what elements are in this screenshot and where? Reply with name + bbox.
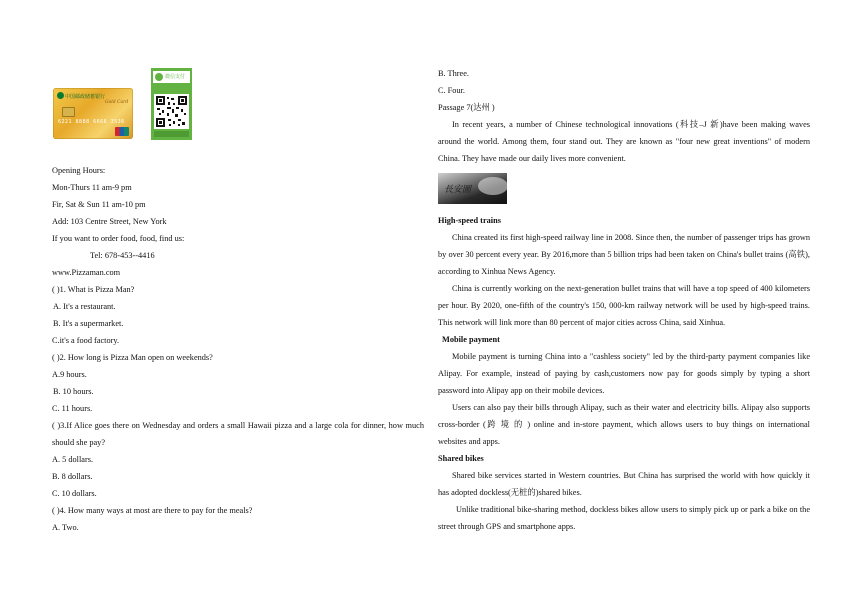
question-3: ( )3.If Alice goes there on Wednesday and orders a small Hawaii pizza and a large cola for dinner, how much should she pay? bbox=[52, 421, 424, 447]
q1-option-b: B. It's a supermarket. bbox=[53, 319, 124, 328]
photo-highlight bbox=[478, 177, 507, 195]
q1-option-a: A. It's a restaurant. bbox=[53, 302, 116, 311]
q2-option-b: B. 10 hours. bbox=[53, 387, 94, 396]
q4-option-a: A. Two. bbox=[52, 523, 79, 532]
bank-logo-icon bbox=[57, 92, 64, 99]
wechat-pay-qr-image bbox=[151, 68, 192, 140]
qr-code-icon bbox=[154, 94, 189, 129]
section-heading-shared-bikes: Shared bikes bbox=[438, 454, 484, 463]
payment-paragraph-2: Users can also pay their bills through Alipay, such as their water and electricity bills. Alipay also supports cross-border (跨 境 的 ) online and in-store payment, which allows users to buy things on international websites and apps. bbox=[438, 403, 810, 446]
q4-option-b: B. Three. bbox=[438, 69, 469, 78]
trains-paragraph-2: China is currently working on the next-generation bullet trains that will have a top speed of 400 kilometers per hour. By 2020, one-fifth of the country's 150, 000-km railway network will be used by high-speed trains. This network will link more than 80 percent of major cities across China, said Xinhua. bbox=[438, 284, 810, 327]
address: Add: 103 Centre Street, New York bbox=[52, 217, 167, 226]
q3-option-a: A. 5 dollars. bbox=[52, 455, 94, 464]
hours-weekday: Mon-Thurs 11 am-9 pm bbox=[52, 183, 132, 192]
wechat-icon bbox=[155, 73, 163, 81]
q3-option-c: C. 10 dollars. bbox=[52, 489, 97, 498]
q4-option-c: C. Four. bbox=[438, 86, 465, 95]
card-chip-icon bbox=[62, 107, 75, 117]
order-info: If you want to order food, food, find us: bbox=[52, 234, 185, 243]
card-type: Gold Card bbox=[105, 100, 129, 105]
passage-title: Passage 7(达州 ) bbox=[438, 103, 495, 112]
q2-option-a: A.9 hours. bbox=[52, 370, 87, 379]
left-column bbox=[52, 162, 424, 536]
payment-paragraph-1: Mobile payment is turning China into a "cashless society" led by the third-party payment companies like Alipay. For example, instead of paying by cash,customers now pay for goods simply by typing a short password into Alipay app on their mobile devices. bbox=[438, 352, 810, 395]
question-4: ( )4. How many ways at most are there to pay for the meals? bbox=[52, 506, 253, 515]
passage-intro: In recent years, a number of Chinese technological innovations (科技–J 新)have been making waves around the world. Among them, four stand out. They are known as "four new great inventions" of modern China. They have made our daily lives more convenient. bbox=[438, 120, 810, 163]
question-1: ( )1. What is Pizza Man? bbox=[52, 285, 135, 294]
right-column-body bbox=[438, 212, 810, 535]
bikes-paragraph-1: Shared bike services started in Western countries. But China has surprised the world with how quickly it has adopted dockless(无桩的)shared bikes. bbox=[438, 471, 810, 497]
card-number: 6221 8888 6666 3536 bbox=[58, 119, 125, 125]
photo-image bbox=[438, 173, 507, 204]
website: www.Pizzaman.com bbox=[52, 268, 121, 277]
q3-option-b: B. 8 dollars. bbox=[52, 472, 93, 481]
wechat-pay-header bbox=[153, 71, 190, 83]
q1-option-c: C.it's a food factory. bbox=[52, 336, 120, 345]
wechat-pay-label: 微信支付 bbox=[165, 74, 186, 80]
q2-option-c: C. 11 hours. bbox=[52, 404, 93, 413]
question-2: ( )2. How long is Pizza Man open on weekends? bbox=[52, 353, 213, 362]
qr-footer bbox=[154, 131, 189, 137]
unionpay-logo-icon bbox=[115, 127, 129, 136]
bank-card-image bbox=[53, 88, 133, 139]
right-column-top bbox=[438, 65, 810, 167]
hours-weekend: Fir, Sat & Sun 11 am-10 pm bbox=[52, 200, 146, 209]
bikes-paragraph-2: Unlike traditional bike-sharing method, dockless bikes allow users to simply pick up or park a bike on the street through GPS and smartphone apps. bbox=[438, 505, 810, 531]
section-heading-mobile-payment: Mobile payment bbox=[442, 335, 500, 344]
opening-hours-title: Opening Hours: bbox=[52, 166, 106, 175]
photo-caption: 長安圖 bbox=[444, 185, 472, 195]
bank-name: 中国邮政储蓄银行 bbox=[65, 94, 106, 100]
telephone: Tel: 678-453--4416 bbox=[90, 251, 155, 260]
section-heading-trains: High-speed trains bbox=[438, 216, 501, 225]
trains-paragraph-1: China created its first high-speed railway line in 2008. Since then, the number of passenger trips has grown by over 30 percent every year. By 2016,more than 5 billion trips had been taken on China's bullet trains (高铁), according to Xinhua News Agency. bbox=[438, 233, 810, 276]
